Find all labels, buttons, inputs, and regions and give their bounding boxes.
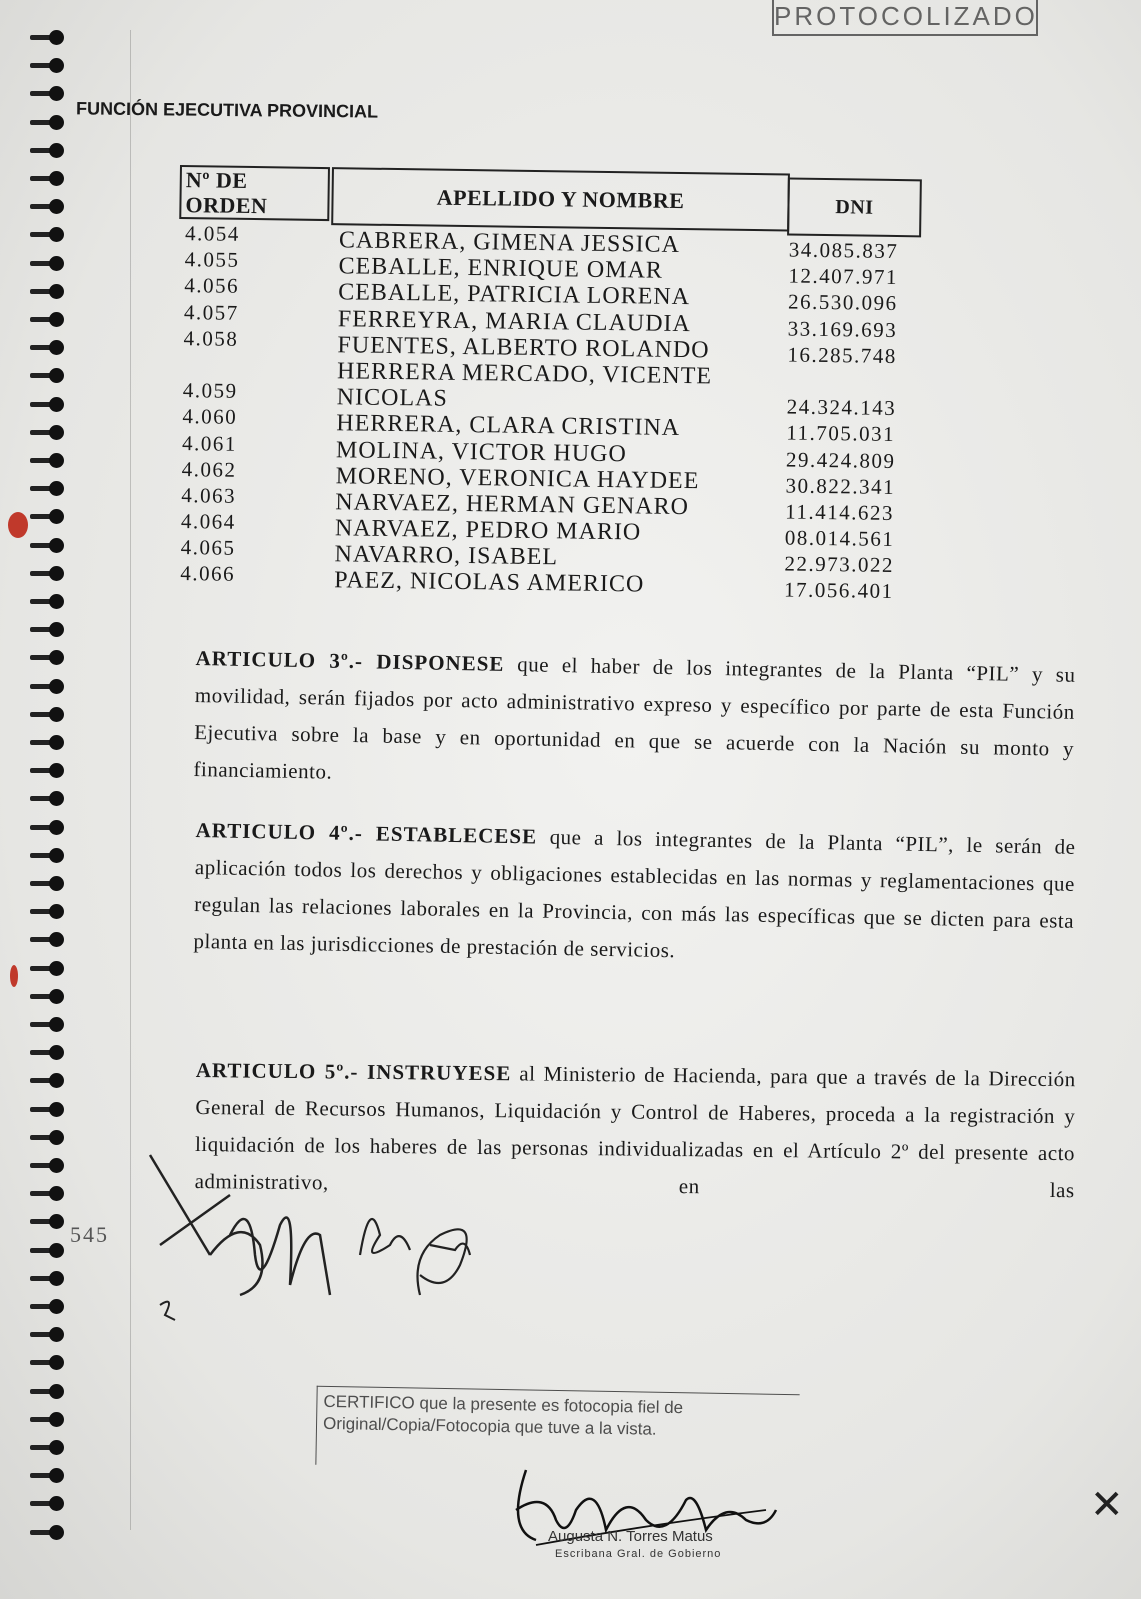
column-header-orden-line2: ORDEN xyxy=(185,192,268,219)
cell-orden: 4.054 xyxy=(184,221,240,246)
cell-nombre: CABRERA, GIMENA JESSICA xyxy=(338,227,681,258)
cell-dni: 12.407.971 xyxy=(788,263,899,290)
spiral-ring xyxy=(30,284,64,298)
column-header-dni: DNI xyxy=(787,177,922,237)
cell-nombre: NARVAEZ, PEDRO MARIO xyxy=(334,515,642,546)
column-header-nombre: APELLIDO Y NOMBRE xyxy=(331,167,790,231)
spiral-ring xyxy=(30,30,64,44)
certification-line1: CERTIFICO que la presente es fotocopia fiel de xyxy=(323,1391,684,1418)
spiral-ring xyxy=(30,1355,64,1369)
cell-dni: 34.085.837 xyxy=(788,237,899,264)
cell-nombre: NICOLAS xyxy=(336,384,448,412)
spiral-ring xyxy=(30,650,64,664)
spiral-ring xyxy=(30,961,64,975)
spiral-ring xyxy=(30,932,64,946)
spiral-ring xyxy=(30,820,64,834)
spiral-ring xyxy=(30,989,64,1003)
spiral-ring xyxy=(30,1271,64,1285)
spiral-ring xyxy=(30,679,64,693)
spiral-ring xyxy=(30,425,64,439)
cell-orden: 4.057 xyxy=(183,299,239,325)
spiral-ring xyxy=(30,397,64,411)
spiral-ring xyxy=(30,848,64,862)
cell-orden: 4.055 xyxy=(184,247,240,273)
notary-title: Escribana Gral. de Gobierno xyxy=(555,1548,722,1560)
spiral-ring xyxy=(30,1045,64,1059)
cell-nombre: CEBALLE, ENRIQUE OMAR xyxy=(338,253,664,284)
cell-dni: 11.414.623 xyxy=(785,499,895,525)
cell-orden: 4.062 xyxy=(181,456,237,482)
cell-orden: 4.060 xyxy=(182,404,238,430)
spiral-ring xyxy=(30,86,64,100)
spiral-ring xyxy=(30,199,64,213)
spiral-ring xyxy=(30,453,64,467)
spiral-ring xyxy=(30,481,64,495)
article-4-body: que a los integrantes de la Planta “PIL”, le serán de aplicación todos los derechos y obligaciones establecidas en las normas y reglamentaciones que regulan las relaciones laborales en la Provincia, con más las específicas que se dicten para esta planta en las jurisdicciones de prestación de servicios. xyxy=(193,824,1076,963)
spiral-ring xyxy=(30,622,64,636)
column-header-orden-line1: Nº DE xyxy=(185,167,248,193)
spiral-ring xyxy=(30,171,64,185)
spiral-ring xyxy=(30,1412,64,1426)
table-body xyxy=(174,221,939,604)
article-3-heading: ARTICULO 3º.- DISPONESE xyxy=(195,645,505,676)
spiral-ring xyxy=(30,256,64,270)
cell-nombre: HERRERA MERCADO, VICENTE xyxy=(336,358,713,390)
spiral-ring xyxy=(30,1299,64,1313)
cell-orden: 4.058 xyxy=(183,325,239,351)
spiral-ring xyxy=(30,538,64,552)
spiral-ring xyxy=(30,143,64,157)
spiral-ring xyxy=(30,707,64,721)
cell-dni: 08.014.561 xyxy=(784,525,895,552)
spiral-ring xyxy=(30,340,64,354)
spiral-ring xyxy=(30,312,64,326)
cell-orden: 4.061 xyxy=(181,430,238,456)
article-3-body: que el haber de los integrantes de la Planta “PIL” y su movilidad, serán fijados por acto administrativo expreso y específico por parte de esta Función Ejecutiva sobre la base y en oportunidad en que se acuerde con la Nación su monto y financiamiento. xyxy=(193,652,1076,784)
certification-line2: Original/Copia/Fotocopia que tuve a la vista. xyxy=(322,1413,657,1439)
cell-dni: 17.056.401 xyxy=(783,577,894,604)
spiral-ring xyxy=(30,509,64,523)
article-5-heading: ARTICULO 5º.- INSTRUYESE xyxy=(195,1057,512,1086)
cell-orden: 4.056 xyxy=(184,273,240,299)
article-3 xyxy=(193,640,1076,805)
cell-nombre: PAEZ, NICOLAS AMERICO xyxy=(334,567,645,598)
table-header xyxy=(179,165,940,236)
spiral-ring xyxy=(30,763,64,777)
page-header: FUNCIÓN EJECUTIVA PROVINCIAL xyxy=(75,98,379,122)
spiral-ring xyxy=(30,791,64,805)
signatures xyxy=(60,1135,560,1335)
column-header-orden xyxy=(179,165,330,221)
spiral-ring xyxy=(30,904,64,918)
spiral-ring xyxy=(30,1525,64,1539)
spiral-ring xyxy=(30,1496,64,1510)
cell-nombre: FERREYRA, MARIA CLAUDIA xyxy=(337,305,692,337)
spiral-ring xyxy=(30,1384,64,1398)
cell-dni: 16.285.748 xyxy=(787,342,898,368)
article-4-heading: ARTICULO 4º.- ESTABLECESE xyxy=(195,817,538,849)
spiral-ring xyxy=(30,1468,64,1482)
cell-dni: 33.169.693 xyxy=(787,316,898,342)
spiral-ring xyxy=(30,227,64,241)
cell-nombre: NAVARRO, ISABEL xyxy=(334,541,559,571)
page-number: 545 xyxy=(70,1222,109,1247)
spiral-ring xyxy=(30,1073,64,1087)
cell-nombre: MOLINA, VICTOR HUGO xyxy=(335,436,627,467)
spiral-ring xyxy=(30,1440,64,1454)
spiral-ring xyxy=(30,1186,64,1200)
spiral-ring xyxy=(30,594,64,608)
cell-orden: 4.063 xyxy=(181,482,237,508)
spiral-ring xyxy=(30,1214,64,1228)
cell-orden: 4.066 xyxy=(180,561,236,587)
spiral-ring xyxy=(30,368,64,382)
spiral-ring xyxy=(30,58,64,72)
cell-nombre: HERRERA, CLARA CRISTINA xyxy=(336,410,681,442)
cell-dni: 30.822.341 xyxy=(785,473,896,499)
spiral-ring xyxy=(30,1327,64,1341)
cell-dni: 24.324.143 xyxy=(786,394,897,421)
notary-name: Augusta N. Torres Matus xyxy=(548,1528,713,1545)
spiral-ring xyxy=(30,1158,64,1172)
spiral-ring xyxy=(30,1130,64,1144)
cell-nombre: CEBALLE, PATRICIA LORENA xyxy=(338,279,691,311)
spiral-ring xyxy=(30,735,64,749)
cell-dni: 11.705.031 xyxy=(786,420,896,447)
cell-nombre: FUENTES, ALBERTO ROLANDO xyxy=(337,331,710,364)
red-punch-mark xyxy=(10,965,18,987)
cell-dni: 29.424.809 xyxy=(785,446,896,473)
personnel-table xyxy=(174,165,940,602)
cell-nombre: NARVAEZ, HERMAN GENARO xyxy=(335,489,690,521)
x-mark: ✕ xyxy=(1090,1482,1124,1528)
red-punch-mark xyxy=(8,512,28,538)
spiral-ring xyxy=(30,1243,64,1257)
cell-dni: 22.973.022 xyxy=(784,551,895,578)
spiral-ring xyxy=(30,1017,64,1031)
article-4 xyxy=(193,812,1076,977)
cell-dni: 26.530.096 xyxy=(787,289,898,316)
cell-orden: 4.064 xyxy=(180,509,236,534)
protocolizado-stamp: PROTOCOLIZADO xyxy=(772,0,1038,36)
spiral-ring xyxy=(30,1102,64,1116)
cell-orden: 4.065 xyxy=(180,535,236,561)
spiral-ring xyxy=(30,876,64,890)
cell-nombre: MORENO, VERONICA HAYDEE xyxy=(335,462,700,494)
spiral-ring xyxy=(30,566,64,580)
spiral-ring xyxy=(30,115,64,129)
article-5-body: al Ministerio de Hacienda, para que a través de la Dirección General de Recursos Humanos, Liquidación y Control de Haberes, proceda a la registración y liquidación de los haberes de las personas individualizadas en el Artículo 2º del presente acto administrativo, en las xyxy=(194,1061,1076,1203)
cell-orden: 4.059 xyxy=(182,378,238,403)
